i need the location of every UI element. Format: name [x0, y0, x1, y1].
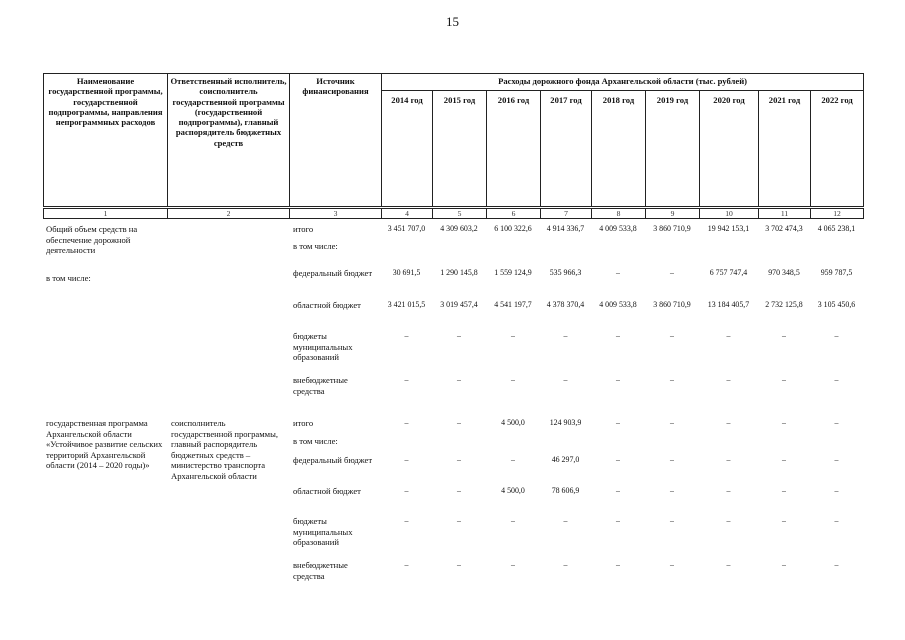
column-number: 1: [44, 209, 168, 219]
value-cell: 3 860 710,9: [653, 300, 691, 309]
value-cell: 4 065 238,1: [817, 224, 856, 233]
value-cell: –: [670, 516, 674, 525]
value-cell: –: [782, 516, 786, 525]
column-number: 6: [487, 209, 541, 219]
value-cell: –: [726, 375, 731, 384]
value-cell: 46 297,0: [551, 455, 580, 464]
table-header: [43, 73, 864, 207]
value-cell: 4 500,0: [501, 418, 525, 427]
value-cell: –: [616, 516, 620, 525]
column-number: 5: [433, 209, 487, 219]
value-cell: –: [670, 455, 674, 464]
column-number: 2: [168, 209, 290, 219]
column-number: 9: [646, 209, 700, 219]
value-cell: –: [834, 486, 839, 495]
column-number: 11: [759, 209, 811, 219]
value-cell: 78 606,9: [551, 486, 580, 495]
source-label: в том числе:: [293, 436, 338, 446]
source-label: в том числе:: [293, 241, 338, 251]
value-cell: 3 105 450,6: [817, 300, 856, 309]
column-number: 4: [382, 209, 433, 219]
value-cell: –: [404, 331, 409, 340]
header-year: 2017 год: [541, 91, 592, 207]
value-cell: –: [670, 375, 674, 384]
column-number: 8: [592, 209, 646, 219]
value-cell: –: [616, 560, 620, 569]
value-cell: 970 348,5: [768, 268, 800, 277]
value-cell: –: [726, 455, 731, 464]
value-cell: –: [563, 375, 568, 384]
column-number: 10: [700, 209, 759, 219]
value-cell: –: [563, 560, 568, 569]
value-cell: 3 860 710,9: [653, 224, 691, 233]
value-cell: 4 500,0: [501, 486, 525, 495]
column-number: 12: [811, 209, 864, 219]
source-label: бюджеты муниципальных образований: [293, 331, 353, 363]
value-cell: 19 942 153,1: [707, 224, 750, 233]
value-cell: –: [404, 418, 409, 427]
source-label: внебюджетные средства: [293, 560, 348, 581]
value-cell: 3 019 457,4: [440, 300, 478, 309]
header-year: 2020 год: [700, 91, 759, 207]
value-cell: –: [834, 418, 839, 427]
column-number: 3: [290, 209, 382, 219]
value-cell: –: [404, 375, 409, 384]
value-cell: 2 732 125,8: [765, 300, 803, 309]
value-cell: –: [616, 331, 620, 340]
value-cell: 959 787,5: [820, 268, 853, 277]
header-expenses: Расходы дорожного фонда Архангельской области (тыс. рублей): [382, 74, 864, 91]
source-label: областной бюджет: [293, 486, 361, 496]
value-cell: –: [404, 560, 409, 569]
value-cell: 124 903,9: [549, 418, 582, 427]
value-cell: –: [457, 560, 461, 569]
value-cell: 3 702 474,3: [765, 224, 803, 233]
source-label: бюджеты муниципальных образований: [293, 516, 353, 548]
value-cell: –: [726, 331, 731, 340]
value-cell: 535 966,3: [549, 268, 582, 277]
value-cell: –: [726, 486, 731, 495]
value-cell: 4 378 370,4: [546, 300, 585, 309]
value-cell: –: [726, 516, 731, 525]
section2-responsible: соисполнитель государственной программы, главный распорядитель бюджетных средств – министерство транспорта Архангельской области: [171, 418, 279, 481]
value-cell: 13 184 405,7: [707, 300, 750, 309]
header-year: 2021 год: [759, 91, 811, 207]
header-year: 2015 год: [433, 91, 487, 207]
value-cell: 3 451 707,0: [387, 224, 426, 233]
header-source: Источник финансирования: [290, 74, 382, 207]
source-label: федеральный бюджет: [293, 268, 373, 278]
header-name: Наименование государственной программы, государственной подпрограммы, направления непрограммных расходов: [44, 74, 168, 207]
value-cell: –: [834, 331, 839, 340]
value-cell: 6 100 322,6: [494, 224, 532, 233]
value-cell: 4 009 533,8: [599, 300, 637, 309]
value-cell: –: [404, 455, 409, 464]
value-cell: –: [670, 268, 674, 277]
value-cell: 4 009 533,8: [599, 224, 637, 233]
value-cell: –: [782, 331, 786, 340]
page-number: 15: [446, 14, 459, 29]
source-label: областной бюджет: [293, 300, 361, 310]
source-label: итого: [293, 224, 314, 234]
value-cell: –: [726, 560, 731, 569]
value-cell: –: [834, 375, 839, 384]
value-cell: –: [563, 331, 568, 340]
value-cell: –: [782, 375, 786, 384]
header-year: 2016 год: [487, 91, 541, 207]
value-cell: –: [457, 516, 461, 525]
value-cell: –: [616, 418, 620, 427]
value-cell: –: [511, 331, 515, 340]
value-cell: –: [616, 268, 620, 277]
source-label: федеральный бюджет: [293, 455, 373, 465]
column-numbers-row: [43, 208, 864, 219]
value-cell: 1 290 145,8: [440, 268, 478, 277]
value-cell: –: [670, 418, 674, 427]
value-cell: –: [457, 455, 461, 464]
value-cell: –: [782, 455, 786, 464]
value-cell: –: [726, 418, 731, 427]
source-label: итого: [293, 418, 314, 428]
header-year: 2014 год: [382, 91, 433, 207]
value-cell: –: [782, 418, 786, 427]
value-cell: –: [670, 486, 674, 495]
value-cell: –: [834, 516, 839, 525]
value-cell: –: [404, 486, 409, 495]
value-cell: 4 541 197,7: [494, 300, 532, 309]
value-cell: –: [670, 331, 674, 340]
value-cell: –: [782, 486, 786, 495]
header-year: 2018 год: [592, 91, 646, 207]
section1-incl-label: в том числе:: [46, 273, 91, 283]
value-cell: –: [457, 418, 461, 427]
source-label: внебюджетные средства: [293, 375, 348, 396]
section2-name: государственная программа Архангельской области «Устойчивое развитие сельских территорий Архангельской области (2014 – 2020 годы)»: [46, 418, 163, 471]
value-cell: 30 691,5: [392, 268, 421, 277]
value-cell: –: [511, 455, 515, 464]
section1-name: Общий объем средств на обеспечение дорожной деятельности: [46, 224, 138, 256]
value-cell: –: [670, 560, 674, 569]
value-cell: –: [511, 375, 515, 384]
header-year: 2019 год: [646, 91, 700, 207]
value-cell: 4 914 336,7: [546, 224, 585, 233]
value-cell: –: [457, 486, 461, 495]
value-cell: –: [563, 516, 568, 525]
value-cell: 4 309 603,2: [440, 224, 478, 233]
value-cell: –: [457, 331, 461, 340]
header-responsible: Ответственный исполнитель, соисполнитель государственной программы (государственной подпрограммы), главный распорядитель бюджетных средств: [168, 74, 290, 207]
value-cell: 6 757 747,4: [709, 268, 748, 277]
value-cell: 3 421 015,5: [387, 300, 426, 309]
value-cell: –: [457, 375, 461, 384]
value-cell: –: [404, 516, 409, 525]
value-cell: –: [616, 455, 620, 464]
header-year: 2022 год: [811, 91, 864, 207]
value-cell: –: [782, 560, 786, 569]
column-number: 7: [541, 209, 592, 219]
value-cell: 1 559 124,9: [494, 268, 532, 277]
value-cell: –: [511, 560, 515, 569]
value-cell: –: [834, 455, 839, 464]
value-cell: –: [616, 375, 620, 384]
value-cell: –: [834, 560, 839, 569]
value-cell: –: [511, 516, 515, 525]
value-cell: –: [616, 486, 620, 495]
